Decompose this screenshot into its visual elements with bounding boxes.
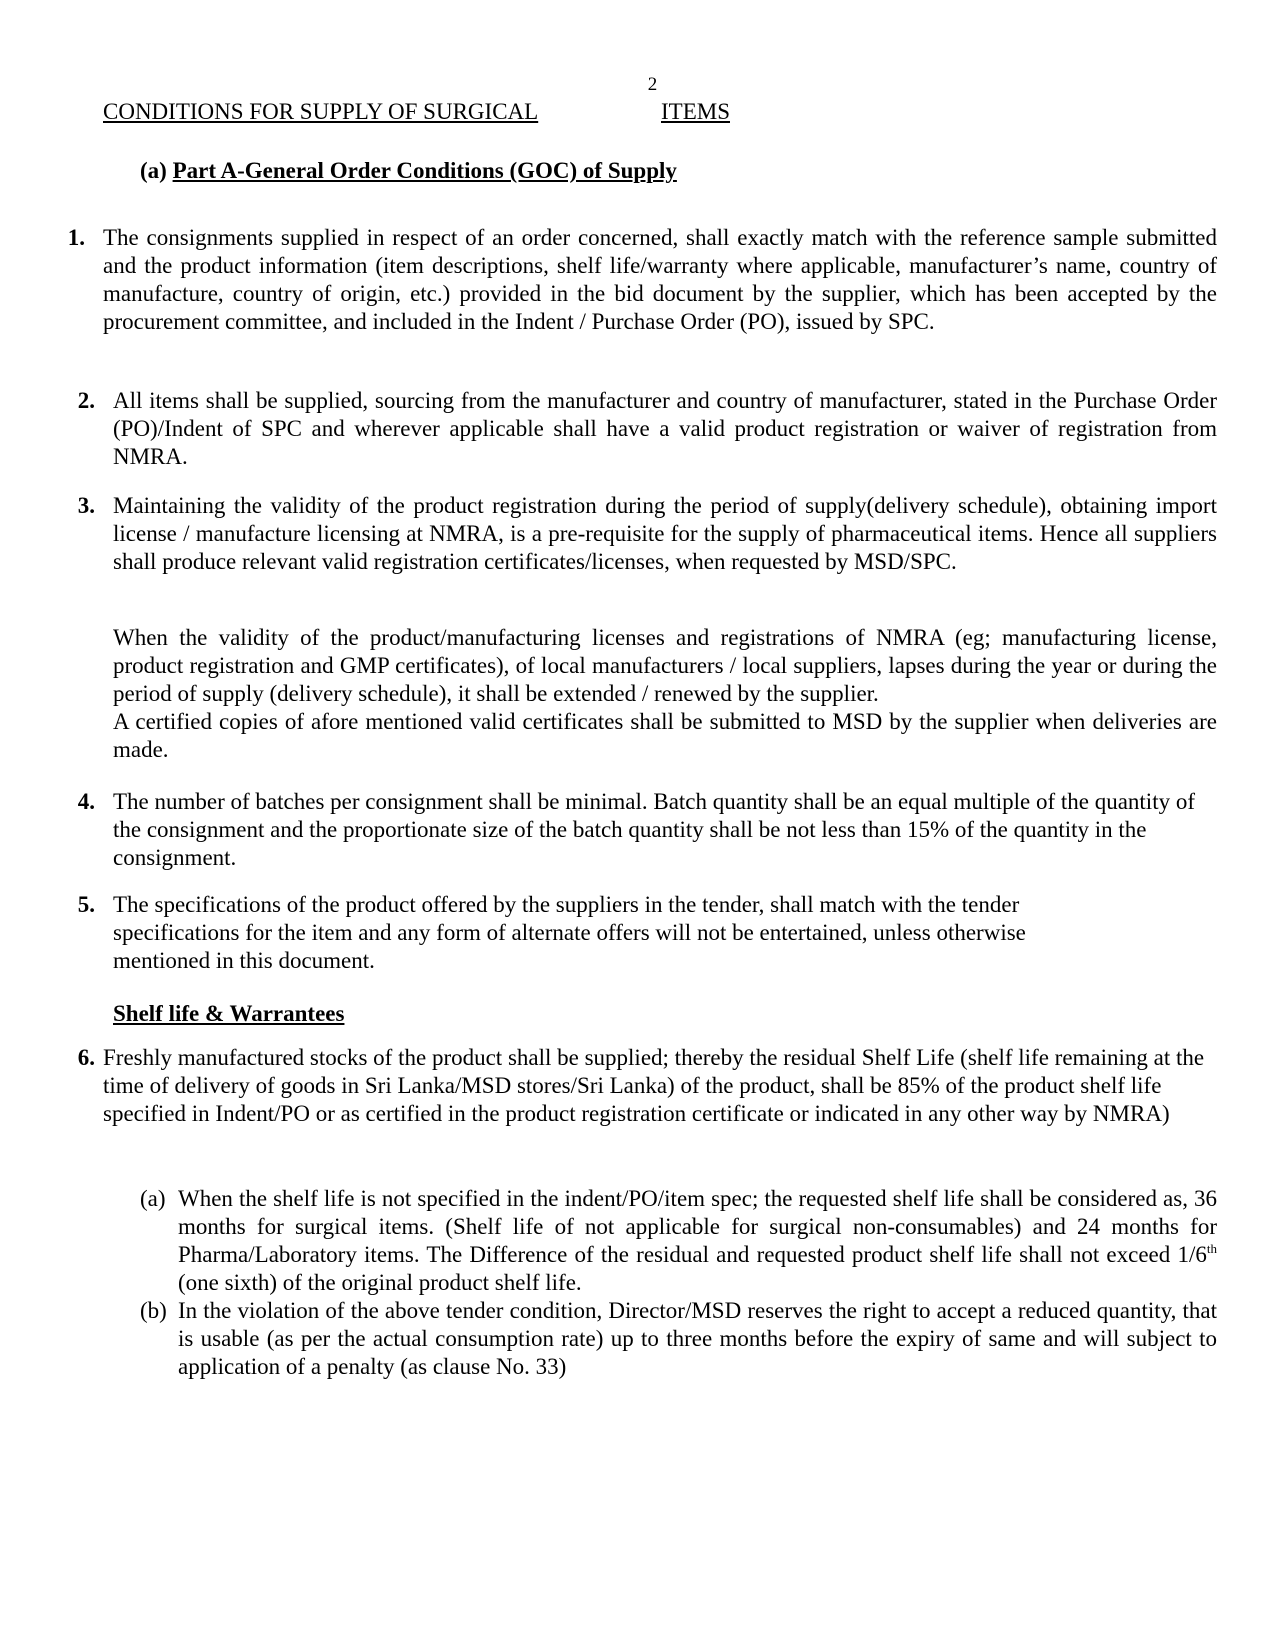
item-3-extra-paragraph: When the validity of the product/manufacturing licenses and registrations of NMRA (eg; manufacturing license, product registration and GMP certificates), of local manufacturers / local suppliers, lapses during the year or during the period of supply (delivery schedule), it shall be extended / renewed by the supplier.: [113, 625, 1217, 706]
item-text-1: The consignments supplied in respect of an order concerned, shall exactly match with the reference sample submitted and the product information (item descriptions, shelf life/warranty where applicable, manufacturer’s name, country of manufacture, country of origin, etc.) provided in the bid document by the supplier, which has been accepted by the procurement committee, and included in the Indent / Purchase Order (PO), issued by SPC.: [103, 225, 1217, 334]
item-number-2: 2.: [77, 388, 95, 413]
item-3-certified-copies: A certified copies of afore mentioned valid certificates shall be submitted to MSD by the supplier when deliveries are made.: [113, 709, 1217, 762]
item-text-3: Maintaining the validity of the product registration during the period of supply(delivery schedule), obtaining import license / manufacture licensing at NMRA, is a pre-requisite for the supply of pharmaceutical items. Hence all suppliers shall produce relevant valid registration certificates/licenses, when requested by MSD/SPC.: [113, 493, 1217, 574]
sub-item-label-b: (b): [140, 1298, 167, 1323]
part-heading: [140, 157, 677, 185]
item-number-3: 3.: [77, 493, 95, 518]
sub-item-a-text-before: When the shelf life is not specified in the indent/PO/item spec; the requested shelf life shall be considered as, 36 months for surgical items. (Shelf life of not applicable for surgical non-consumables) and 24 months for Pharma/Laboratory items. The Difference of the residual and requested product shelf life shall not exceed 1/6: [178, 1186, 1217, 1267]
part-heading-text: Part A-General Order Conditions (GOC) of Supply: [172, 158, 677, 183]
item-number-5: 5.: [77, 892, 95, 917]
part-heading-label: (a): [140, 158, 167, 183]
sub-item-label-a: (a): [140, 1186, 166, 1211]
document-title-items: ITEMS: [661, 99, 730, 124]
item-number-6: 6.: [77, 1045, 95, 1070]
item-text-5: The specifications of the product offered by the suppliers in the tender, shall match with the tender specifications for the item and any form of alternate offers will not be entertained, unless otherwise mentioned in this document.: [113, 892, 1026, 973]
item-text-4: The number of batches per consignment shall be minimal. Batch quantity shall be an equal multiple of the quantity of the consignment and the proportionate size of the batch quantity shall be not less than 15% of the quantity in the consignment.: [113, 789, 1195, 870]
item-text-6: Freshly manufactured stocks of the product shall be supplied; thereby the residual Shelf Life (shelf life remaining at the time of delivery of goods in Sri Lanka/MSD stores/Sri Lanka) of the product, shall be 85% of the product shelf life specified in Indent/PO or as certified in the product registration certificate or indicated in any other way by NMRA): [103, 1045, 1205, 1126]
sub-item-text-a: [178, 1185, 1217, 1297]
page-number: 2: [647, 74, 658, 95]
shelf-life-heading: Shelf life & Warrantees: [113, 1001, 345, 1026]
item-number-4: 4.: [77, 789, 95, 814]
sub-item-a-text-after: (one sixth) of the original product shelf life.: [178, 1270, 582, 1295]
sub-item-text-b: In the violation of the above tender condition, Director/MSD reserves the right to accept a reduced quantity, that is usable (as per the actual consumption rate) up to three months before the expiry of same and will subject to application of a penalty (as clause No. 33): [178, 1298, 1217, 1379]
document-title: CONDITIONS FOR SUPPLY OF SURGICAL: [103, 99, 539, 124]
item-text-2: All items shall be supplied, sourcing from the manufacturer and country of manufacturer, stated in the Purchase Order (PO)/Indent of SPC and wherever applicable shall have a valid product registration or waiver of registration from NMRA.: [113, 388, 1217, 469]
item-number-1: 1.: [67, 225, 85, 250]
sub-item-a-superscript: th: [1206, 1241, 1217, 1256]
